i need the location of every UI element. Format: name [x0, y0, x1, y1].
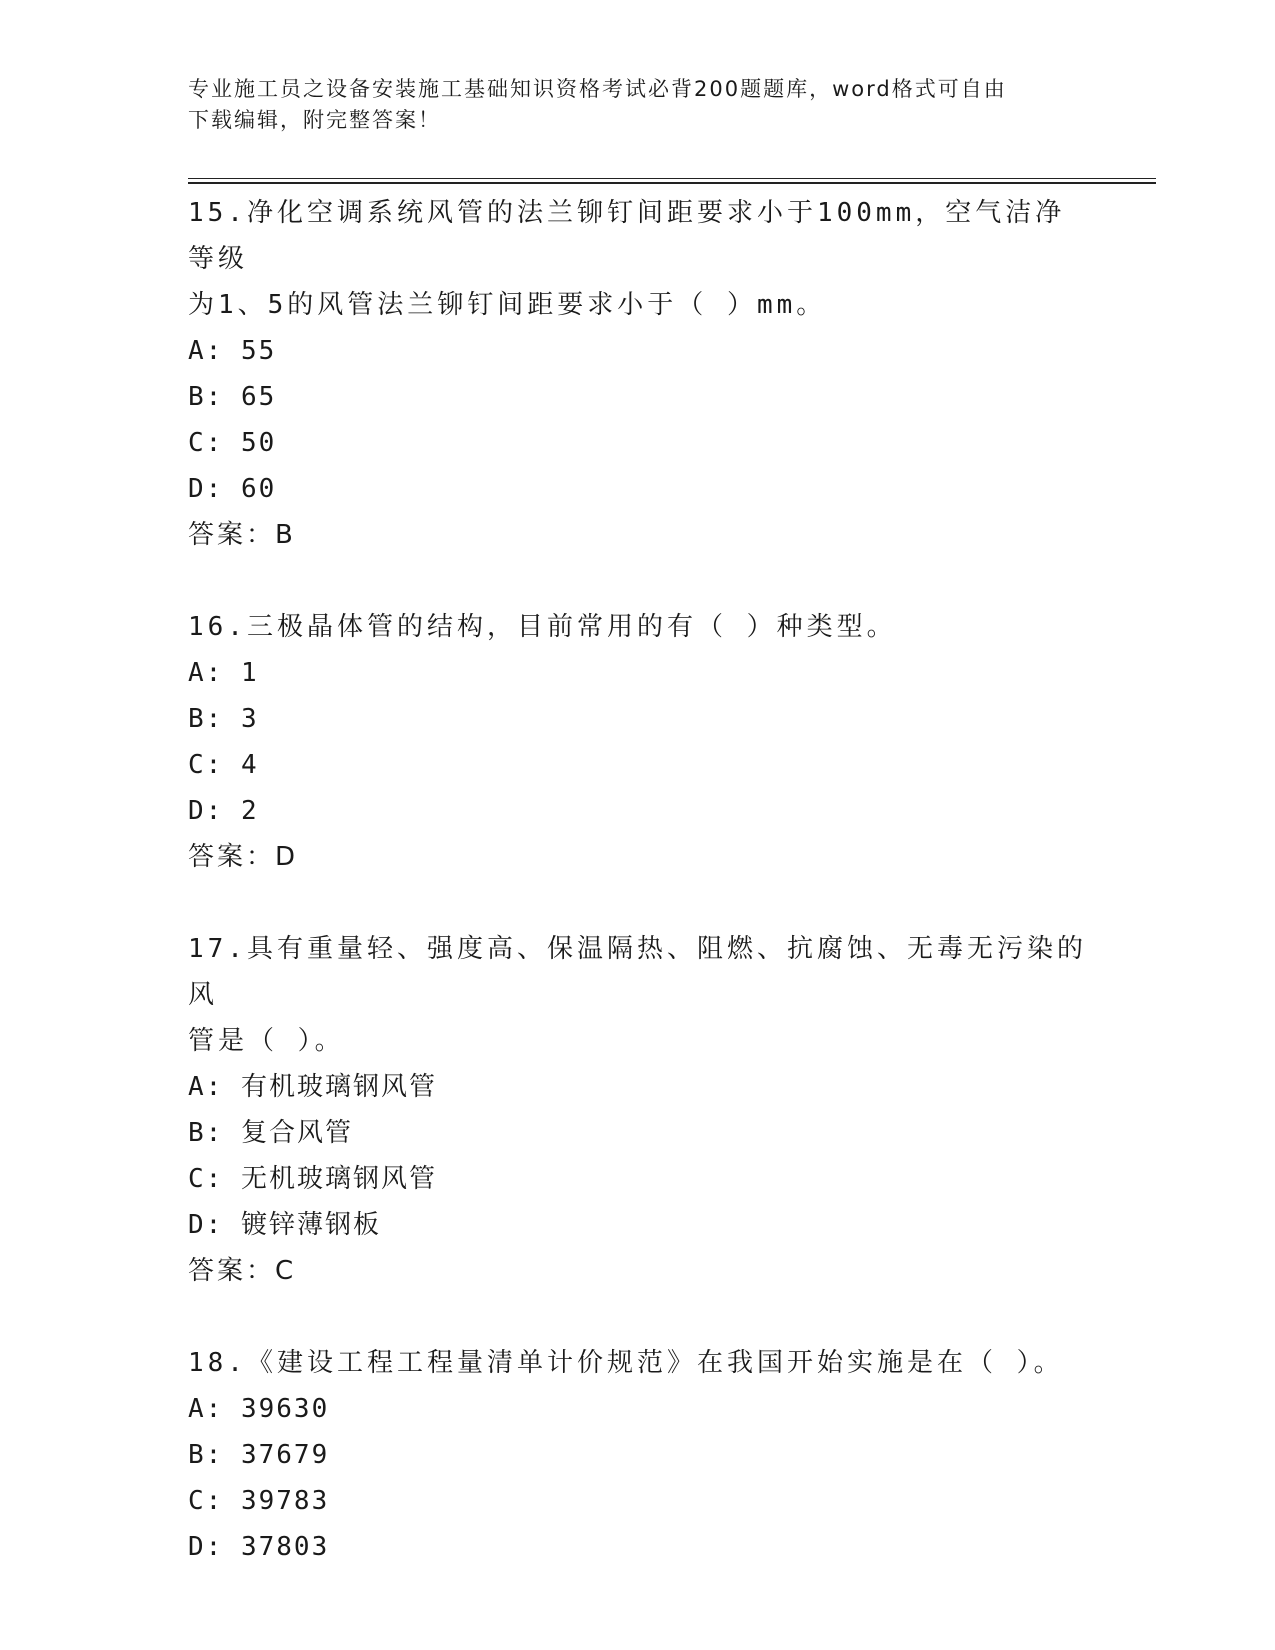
question-text-line: 17.具有重量轻、强度高、保温隔热、阻燃、抗腐蚀、无毒无污染的风: [188, 934, 1087, 1010]
option-a: A: 55: [188, 336, 277, 366]
question-text-line: 为1、5的风管法兰铆钉间距要求小于（ ）mm。: [188, 290, 827, 320]
option-d: D: 37803: [188, 1532, 330, 1562]
answer: 答案：B: [188, 520, 296, 550]
option-a: A: 有机玻璃钢风管: [188, 1072, 437, 1102]
header-rule-thick: [188, 182, 1156, 184]
question-17: [188, 926, 1088, 1294]
option-c: C: 4: [188, 750, 259, 780]
option-b: B: 65: [188, 382, 277, 412]
option-b: B: 37679: [188, 1440, 330, 1470]
header-line-1: 专业施工员之设备安装施工基础知识资格考试必背200题题库，word格式可自由: [188, 77, 1007, 101]
option-b: B: 复合风管: [188, 1118, 353, 1148]
question-text-line: 管是（ ）。: [188, 1026, 345, 1056]
option-d: D: 2: [188, 796, 259, 826]
document-header: [188, 74, 1068, 136]
question-text-line: 16.三极晶体管的结构，目前常用的有（ ）种类型。: [188, 612, 897, 642]
header-rule-thin: [188, 178, 1156, 179]
question-list: [188, 190, 1088, 1616]
answer: 答案：C: [188, 1256, 297, 1286]
option-c: C: 50: [188, 428, 277, 458]
option-a: A: 1: [188, 658, 259, 688]
question-text-line: 18.《建设工程工程量清单计价规范》在我国开始实施是在（ ）。: [188, 1348, 1064, 1378]
question-text-line: 15.净化空调系统风管的法兰铆钉间距要求小于100mm，空气洁净等级: [188, 198, 1066, 274]
option-c: C: 39783: [188, 1486, 330, 1516]
question-15: [188, 190, 1088, 558]
option-d: D: 60: [188, 474, 277, 504]
option-a: A: 39630: [188, 1394, 330, 1424]
option-b: B: 3: [188, 704, 259, 734]
header-line-2: 下载编辑，附完整答案！: [188, 108, 441, 132]
option-c: C: 无机玻璃钢风管: [188, 1164, 437, 1194]
question-18: [188, 1340, 1088, 1570]
option-d: D: 镀锌薄钢板: [188, 1210, 381, 1240]
answer: 答案：D: [188, 842, 299, 872]
question-16: [188, 604, 1088, 880]
